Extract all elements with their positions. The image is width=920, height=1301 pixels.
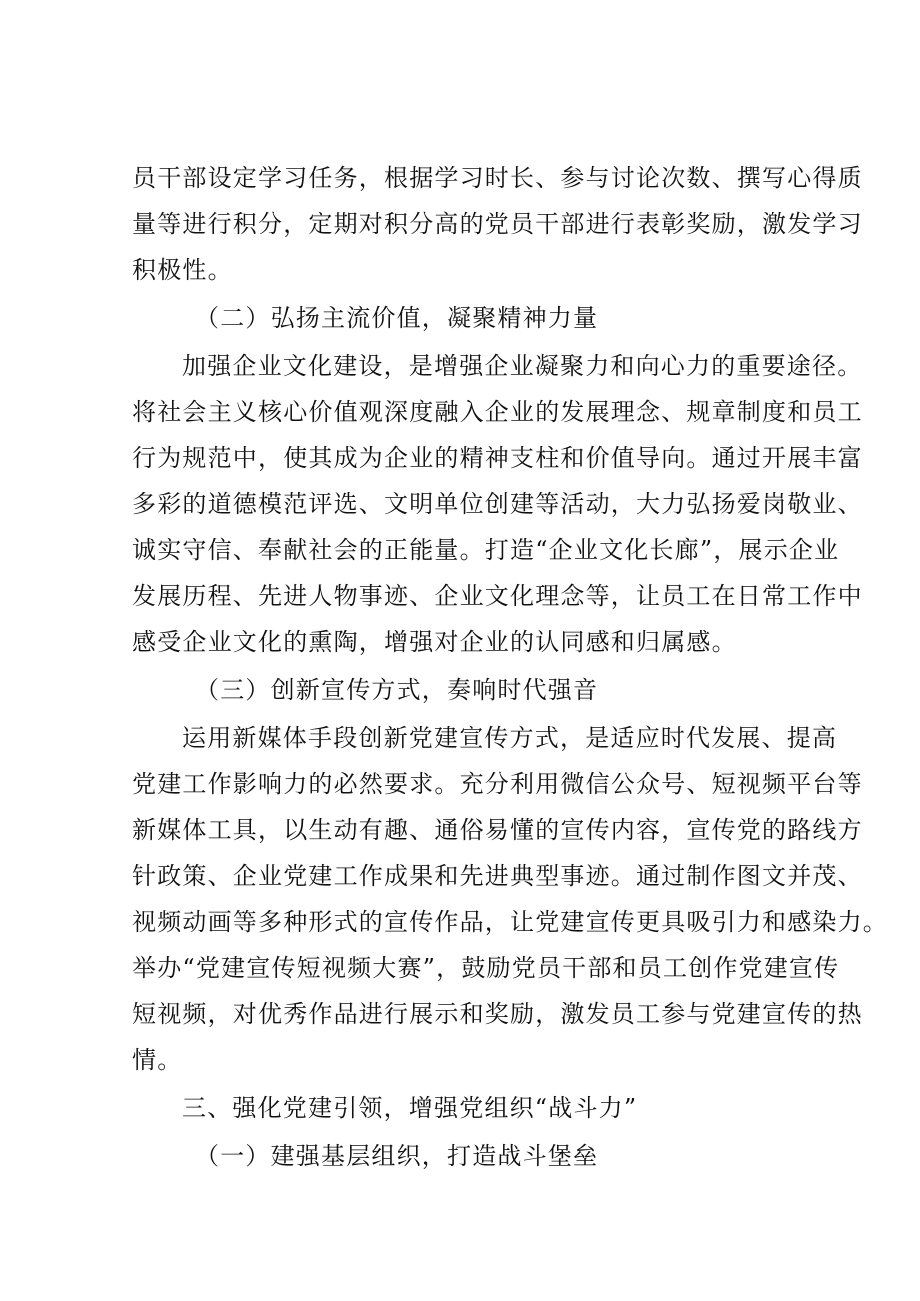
- paragraph-line: 党建工作影响力的必然要求。充分利用微信公众号、短视频平台等: [132, 770, 863, 798]
- paragraph-line: 短视频，对优秀作品进行展示和奖励，激发员工参与党建宣传的热: [132, 1000, 863, 1028]
- paragraph-line: 视频动画等多种形式的宣传作品，让党建宣传更具吸引力和感染力。: [132, 908, 888, 936]
- section-heading: （三）创新宣传方式，奏响时代强音: [195, 676, 599, 704]
- paragraph-line: 将社会主义核心价值观深度融入企业的发展理念、规章制度和员工: [132, 398, 863, 426]
- paragraph-line: 情。: [132, 1046, 183, 1074]
- paragraph-line: 加强企业文化建设，是增强企业凝聚力和向心力的重要途径。: [182, 352, 863, 380]
- section-heading: （一）建强基层组织，打造战斗堡垒: [195, 1142, 599, 1170]
- section-heading: （二）弘扬主流价值，凝聚精神力量: [195, 304, 599, 332]
- paragraph-line: 新媒体工具，以生动有趣、通俗易懂的宣传内容，宣传党的路线方: [132, 816, 863, 844]
- paragraph-line: 感受企业文化的熏陶，增强对企业的认同感和归属感。: [132, 628, 737, 656]
- paragraph-line: 举办“党建宣传短视频大赛”，鼓励党员干部和员工创作党建宣传: [132, 954, 840, 982]
- paragraph-line: 发展历程、先进人物事迹、企业文化理念等，让员工在日常工作中: [132, 582, 863, 610]
- paragraph-line: 员干部设定学习任务，根据学习时长、参与讨论次数、撰写心得质: [132, 164, 863, 192]
- paragraph-line: 诚实守信、奉献社会的正能量。打造“企业文化长廊”，展示企业: [132, 536, 840, 564]
- chapter-heading: 三、强化党建引领，增强党组织“战斗力”: [182, 1094, 638, 1122]
- paragraph-line: 针政策、企业党建工作成果和先进典型事迹。通过制作图文并茂、: [132, 862, 863, 890]
- paragraph-line: 积极性。: [132, 256, 233, 284]
- paragraph-line: 行为规范中，使其成为企业的精神支柱和价值导向。通过开展丰富: [132, 444, 863, 472]
- paragraph-line: 多彩的道德模范评选、文明单位创建等活动，大力弘扬爱岗敬业、: [132, 490, 863, 518]
- paragraph-line: 量等进行积分，定期对积分高的党员干部进行表彰奖励，激发学习: [132, 210, 863, 238]
- paragraph-line: 运用新媒体手段创新党建宣传方式，是适应时代发展、提高: [182, 724, 838, 752]
